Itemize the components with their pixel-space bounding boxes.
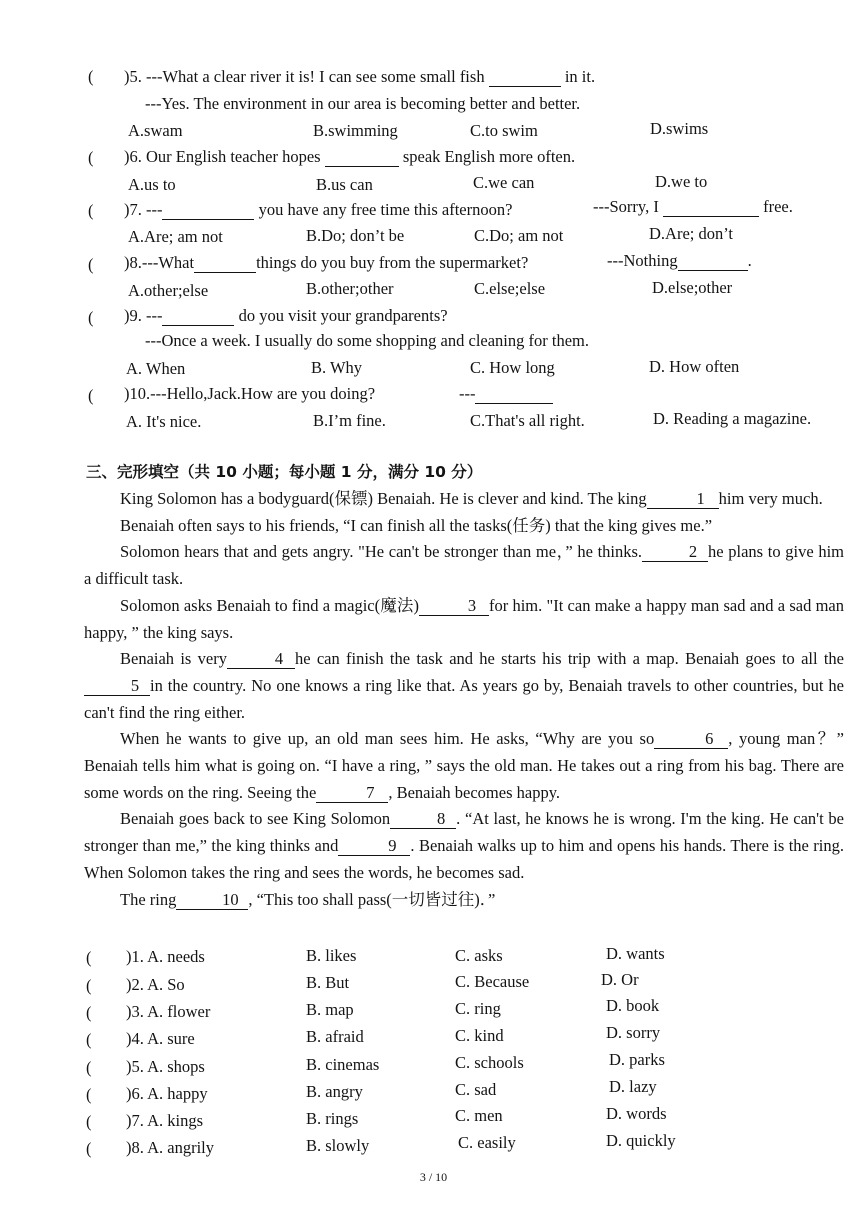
option-a: A.Are; am not bbox=[128, 227, 223, 246]
question-stem: --- bbox=[146, 200, 163, 219]
option-d: D. Or bbox=[601, 970, 639, 989]
option-c: C. asks bbox=[455, 946, 503, 965]
question-number: )7. bbox=[126, 1111, 148, 1130]
option-a: A. happy bbox=[147, 1084, 208, 1103]
option-c: C.That's all right. bbox=[470, 411, 585, 430]
passage-paragraph: Solomon asks Benaiah to find a magic(魔法) 3 for him. "It can make a happy man sad and a sad man happy, ” the king says. bbox=[84, 595, 844, 642]
question-number: )9. bbox=[124, 306, 146, 325]
option-c: C. easily bbox=[458, 1133, 516, 1152]
option-d: D.swims bbox=[650, 119, 709, 138]
option-c: C. ring bbox=[455, 999, 501, 1018]
question-number: )8. bbox=[126, 1138, 148, 1157]
option-d: D. words bbox=[606, 1104, 667, 1123]
option-d: D. How often bbox=[649, 357, 740, 376]
passage-paragraph: Benaiah often says to his friends, “I can finish all the tasks(任务) that the king gives me.” bbox=[120, 515, 713, 535]
cloze-blank: 4 bbox=[227, 650, 295, 669]
question-number: )7. bbox=[124, 200, 146, 219]
passage-paragraph: The ring 10 , “This too shall pass(一切皆过往)．” bbox=[120, 889, 496, 909]
passage-paragraph: Benaiah goes back to see King Solomon 8 . “At last, he knows he is wrong. I'm the king. He can't be stronger than me,” the king thinks and 9 . Benaiah walks up to him and opens his hands. There is the ring. When Solomon takes the ring and sees the words, he becomes sad. bbox=[84, 809, 844, 882]
cloze-blank: 6 bbox=[654, 730, 728, 749]
answer-paren: ( bbox=[86, 1003, 92, 1022]
question-number: )3. bbox=[126, 1002, 148, 1021]
option-a: A.us to bbox=[128, 175, 176, 194]
option-d: D.we to bbox=[655, 172, 708, 191]
option-b: B.Do; don’t be bbox=[306, 226, 405, 245]
option-c: C.to swim bbox=[470, 121, 538, 140]
option-a: A. flower bbox=[147, 1002, 211, 1021]
option-b: B. Why bbox=[311, 358, 363, 377]
question-stem-end: in it. bbox=[560, 67, 596, 86]
option-b: B. afraid bbox=[306, 1027, 364, 1046]
option-d: D. parks bbox=[609, 1050, 665, 1069]
answer-paren: ( bbox=[86, 1112, 92, 1131]
question-stem: ---What a clear river it is! I can see some small fish bbox=[146, 67, 489, 86]
answer-blank bbox=[162, 201, 254, 220]
option-b: B.swimming bbox=[313, 121, 398, 140]
option-a: A.swam bbox=[128, 121, 183, 140]
question-stem-end: speak English more often. bbox=[398, 147, 576, 166]
answer-paren: ( bbox=[86, 948, 92, 967]
answer-paren: ( bbox=[86, 1139, 92, 1158]
passage-paragraph: Solomon hears that and gets angry. "He can't be stronger than me，” he thinks. 2 he plans to give him a difficult task. bbox=[84, 542, 844, 589]
section-title: 三、完形填空（共 10 小题；每小题 1 分，满分 10 分） bbox=[86, 463, 483, 481]
answer-blank bbox=[325, 148, 399, 167]
option-a: A. So bbox=[147, 975, 185, 994]
option-b: B. likes bbox=[306, 946, 357, 965]
question-stem: --- bbox=[146, 306, 163, 325]
question-stem: ---Hello,Jack.How are you doing? bbox=[150, 384, 376, 403]
question-stem-end: do you visit your grandparents? bbox=[234, 306, 448, 325]
question-number: )5. bbox=[126, 1057, 148, 1076]
option-b: B. cinemas bbox=[306, 1055, 380, 1074]
option-b: B.us can bbox=[316, 175, 373, 194]
option-c: C. men bbox=[455, 1106, 503, 1125]
option-c: C.else;else bbox=[474, 279, 546, 298]
reply-stem: --- bbox=[459, 384, 476, 403]
answer-paren: ( bbox=[88, 308, 94, 327]
answer-paren: ( bbox=[88, 255, 94, 274]
option-d: D.else;other bbox=[652, 278, 733, 297]
answer-paren: ( bbox=[88, 201, 94, 220]
option-d: D.Are; don’t bbox=[649, 224, 734, 243]
option-b: B. But bbox=[306, 973, 350, 992]
option-b: B. slowly bbox=[306, 1136, 370, 1155]
option-d: D. Reading a magazine. bbox=[653, 409, 812, 428]
option-b: B.other;other bbox=[306, 279, 394, 298]
reply-stem-end: free. bbox=[758, 197, 793, 216]
answer-paren: ( bbox=[86, 1030, 92, 1049]
option-a: A. It's nice. bbox=[126, 412, 202, 431]
option-b: B.I’m fine. bbox=[313, 411, 386, 430]
option-d: D. book bbox=[606, 996, 660, 1015]
question-number: )2. bbox=[126, 975, 148, 994]
cloze-blank: 7 bbox=[316, 784, 388, 803]
answer-blank-2 bbox=[678, 252, 748, 271]
question-reply: ---Yes. The environment in our area is becoming better and better. bbox=[145, 94, 581, 113]
question-stem-end: you have any free time this afternoon? bbox=[254, 200, 513, 219]
option-a: A. needs bbox=[147, 947, 205, 966]
question-stem: Our English teacher hopes bbox=[146, 147, 325, 166]
option-c: C. How long bbox=[470, 358, 555, 377]
answer-blank-2 bbox=[663, 198, 759, 217]
cloze-blank: 2 bbox=[642, 543, 708, 562]
option-c: C. sad bbox=[455, 1080, 497, 1099]
passage-paragraph: Benaiah is very 4 he can finish the task and he starts his trip with a map. Benaiah goes to all the5 in the country. No one knows a ring like that. As years go by, Benaiah travels to other countries, but he can't find the ring either. bbox=[84, 649, 844, 722]
answer-blank bbox=[489, 68, 561, 87]
option-b: B. angry bbox=[306, 1082, 363, 1101]
option-a: A. sure bbox=[147, 1029, 195, 1048]
passage-paragraph: King Solomon has a bodyguard(保镖) Benaiah. He is clever and kind. The king 1 him very much. bbox=[120, 489, 823, 508]
question-number: )8. bbox=[124, 253, 142, 272]
question-number: )10. bbox=[124, 384, 151, 403]
question-number: )6. bbox=[124, 147, 146, 166]
reply-stem: ---Nothing bbox=[607, 251, 678, 270]
option-c: C.Do; am not bbox=[474, 226, 564, 245]
passage-paragraph: When he wants to give up, an old man sees him. He asks, “Why are you so 6 , young man？” Benaiah tells him what is going on. “I have a ring, ” says the old man. He takes out a ring from his bag. There are some words on the ring. Seeing the 7 , Benaiah becomes happy. bbox=[84, 729, 845, 802]
question-stem-end: things do you buy from the supermarket? bbox=[256, 253, 529, 272]
option-b: B. rings bbox=[306, 1109, 359, 1128]
cloze-blank: 8 bbox=[390, 810, 456, 829]
reply-stem-end: . bbox=[747, 251, 752, 270]
question-reply: ---Once a week. I usually do some shopping and cleaning for them. bbox=[145, 331, 589, 350]
cloze-blank: 5 bbox=[84, 677, 150, 696]
answer-blank bbox=[194, 254, 256, 273]
cloze-blank: 3 bbox=[419, 597, 489, 616]
option-c: C. kind bbox=[455, 1026, 504, 1045]
answer-paren: ( bbox=[86, 976, 92, 995]
reply-stem: ---Sorry, I bbox=[593, 197, 663, 216]
option-a: A. kings bbox=[147, 1111, 204, 1130]
answer-paren: ( bbox=[86, 1085, 92, 1104]
question-number: )5. bbox=[124, 67, 146, 86]
cloze-blank: 10 bbox=[176, 891, 248, 910]
cloze-passage bbox=[84, 486, 844, 913]
option-a: A. shops bbox=[147, 1057, 205, 1076]
option-a: A.other;else bbox=[128, 281, 209, 300]
answer-paren: ( bbox=[88, 67, 94, 86]
option-c: C. Because bbox=[455, 972, 530, 991]
question-number: )4. bbox=[126, 1029, 148, 1048]
option-c: C. schools bbox=[455, 1053, 524, 1072]
option-a: A. angrily bbox=[147, 1138, 214, 1157]
option-d: D. sorry bbox=[606, 1023, 661, 1042]
option-c: C.we can bbox=[473, 173, 535, 192]
answer-blank bbox=[475, 385, 553, 404]
question-number: )1. bbox=[126, 947, 148, 966]
answer-paren: ( bbox=[86, 1058, 92, 1077]
cloze-blank: 1 bbox=[647, 490, 719, 509]
option-d: D. quickly bbox=[606, 1131, 676, 1150]
question-stem: ---What bbox=[141, 253, 195, 272]
option-d: D. lazy bbox=[609, 1077, 657, 1096]
option-b: B. map bbox=[306, 1000, 354, 1019]
question-number: )6. bbox=[126, 1084, 148, 1103]
option-d: D. wants bbox=[606, 944, 665, 963]
option-a: A. When bbox=[126, 359, 186, 378]
page-number: 3 / 10 bbox=[419, 1170, 448, 1184]
answer-paren: ( bbox=[88, 148, 94, 167]
answer-blank bbox=[162, 307, 234, 326]
answer-paren: ( bbox=[88, 386, 94, 405]
cloze-blank: 9 bbox=[338, 837, 410, 856]
